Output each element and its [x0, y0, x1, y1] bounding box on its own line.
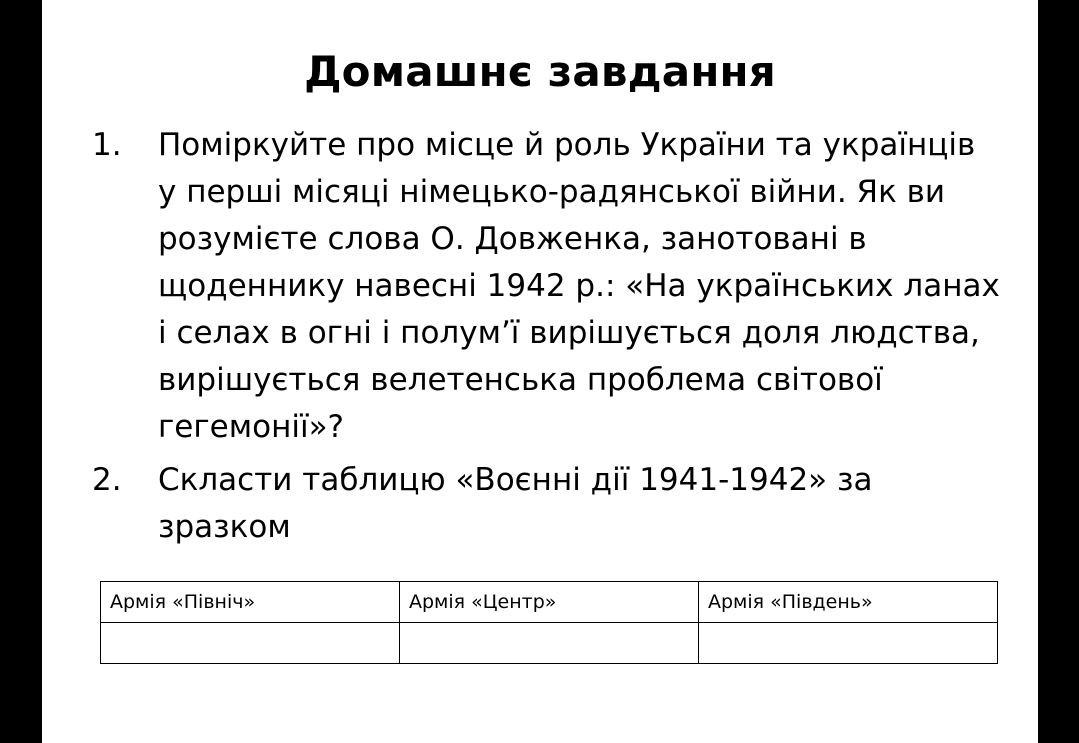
task-text-line: у перші місяці німецько-радянської війни. Як ви [158, 174, 946, 210]
table-header-cell: Армія «Північ» [101, 582, 400, 623]
task-text-line: гегемонії»? [158, 409, 344, 445]
task-number: 1. [92, 127, 122, 163]
table-cell [400, 623, 699, 664]
task-text-line: і селах в огні і полум’ї вирішується доля людства, [158, 315, 980, 351]
task-number: 2. [92, 462, 122, 498]
task-text-line: щоденнику навесні 1942 р.: «На українських ланах [158, 268, 1000, 304]
table-header-row [101, 582, 998, 623]
table-row [101, 623, 998, 664]
page-title: Домашнє завдання [304, 47, 776, 96]
task-text-line: Скласти таблицю «Воєнні дії 1941-1942» за [158, 462, 873, 498]
table-header-cell: Армія «Центр» [400, 582, 699, 623]
table-header-cell: Армія «Південь» [699, 582, 998, 623]
task-text-line: розумієте слова О. Довженка, занотовані в [158, 221, 867, 257]
task-text-line: вирішується велетенська проблема світової [158, 362, 883, 398]
task-text-line: Поміркуйте про місце й роль України та українців [158, 127, 976, 163]
slide [42, 0, 1038, 743]
sample-table [100, 581, 998, 664]
table-cell [101, 623, 400, 664]
table-cell [699, 623, 998, 664]
task-text-line: зразком [158, 509, 291, 545]
